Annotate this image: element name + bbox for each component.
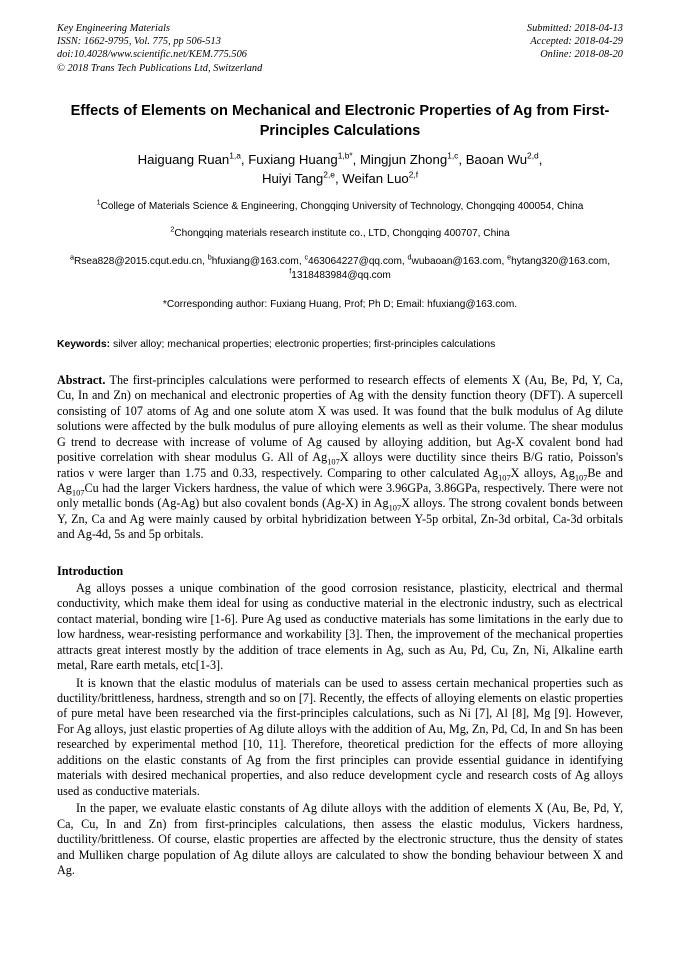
corresponding-author-note: *Corresponding author: Fuxiang Huang, Prof; Ph D; Email: hfuxiang@163.com. [162,298,518,310]
author-name: Fuxiang Huang [248,151,338,167]
journal-dates-block [527,22,623,62]
affiliation-1 [57,197,623,215]
introduction-paragraph-1: Ag alloys posses a unique combination of the good corrosion resistance, plasticity, electrical and thermal conductivity, which make them ideal for using as conductive material in the electronic industry, such as electrical contact material, bonding wire [1-6]. Pure Ag used as conductive materials has some limitations in the early due to low hardness, wear-resisting performance and workability [3]. Then, the improvement of the mechanical properties attracts great interest mostly by the addition of trace elements in Ag, such as Au, Pd, Cu, Zn, Ni, Alkaline earth metal, Rare earth metals, etc[1-3]. [57,580,623,673]
email-marker: f [289,266,292,276]
email-marker: b [207,252,212,262]
author-affiliation-marker: 2,d [527,150,539,161]
author-affiliation-marker: 1,c [447,150,459,161]
abstract-text-2: X alloys were ductility since theirs B/G ratio, Poisson's ratios ν were larger than 1.75 and 0.33, respectively. Comparing to other calculated Ag [57,450,623,480]
email-marker: e [507,252,512,262]
affiliation-2-marker: 2 [170,224,175,234]
email-address: 1318483984@qq.com [291,270,391,282]
email-marker: d [407,252,412,262]
email-marker: c [304,252,309,262]
email-address: wubaoan@163.com [411,255,502,267]
submitted-date: Submitted: 2018-04-13 [526,23,623,34]
journal-identity-block [57,22,262,75]
author-line-1: Haiguang Ruan$^{1,a}$, Fuxiang Huang$^{1,b*}$, Mingjun Zhong$^{1,c}$, Baoan Wu$^{2,d}$, [137,150,543,167]
affiliation-1-marker: 1 [96,197,101,207]
author-affiliation-marker: 2,f [408,169,419,180]
affiliation-2 [57,224,623,242]
author-emails: $^a$Rsea828@2015.cqut.edu.cn, $^b$hfuxiang@163.com, $^c$463064227@qq.com, $^d$wubaoan@163.com, $^e$hytang320@163.com, $^f$1318483984@qq.com [70,252,610,282]
author-affiliation-marker: 2,e [323,169,335,180]
introduction-paragraph-2: It is known that the elastic modulus of materials can be used to assess certain mechanical properties such as ductility/brittleness, hardness, strength and so on [7]. Recently, the effects of alloying elements on elastic properties of pure metal have been researched via the first-principles calculations, such as Ni [7], Al [8], Mg [9]. However, For Ag alloys, just elastic properties of Ag dilute alloys with the addition of Au, Mg, Zn, Pd, Cd, In and Sn has been researched by experimental method [10, 11]. Therefore, theoretical prediction for the effects of more alloying additions on the elastic constants of Ag from the first principles can provide essential guidance in identifying materials with desired mechanical properties, and also reduce development cycle and research costs of Ag alloys used as conductive materials. [57,675,623,798]
section-heading-introduction: Introduction [57,563,124,578]
email-address: hfuxiang@163.com [211,255,299,267]
author-name: Baoan Wu [465,151,528,167]
journal-issn-volume: ISSN: 1662-9795, Vol. 775, pp 506-513 [57,36,221,48]
email-address: hytang320@163.com [511,255,608,267]
abstract-subscript-1: 107 [327,457,340,467]
abstract-text-3: X alloys, Ag [510,465,575,480]
abstract-subscript-4: 107 [71,488,85,498]
author-name: Haiguang Ruan [137,151,230,167]
author-affiliation-marker: 1,a [229,150,241,161]
keywords-value: silver alloy; mechanical properties; electronic properties; first-principles calculations [110,338,496,350]
abstract-label: Abstract. [57,372,106,387]
introduction-paragraph-3: In the paper, we evaluate elastic constants of Ag dilute alloys with the addition of elements X (Au, Be, Pd, Y, Ca, Cu, In and Zn) from first-principles calculations, then assess the elastic modulus, Vickers hardness, ductility/brittleness. Of course, elastic properties are affected by the electronic structure, thus the density of states and Mulliken charge population of Ag dilute alloys are calculated to show the bonding behaviour between X and Ag. [57,801,623,877]
keywords-line [57,338,623,352]
page-title: Effects of Elements on Mechanical and Electronic Properties of Ag from First-Principles Calculations [70,102,610,139]
author-line-2: Huiyi Tang$^{2,e}$, Weifan Luo$^{2,f}$ [261,169,419,186]
accepted-date: Accepted: 2018-04-29 [530,36,623,48]
journal-header [57,22,623,75]
abstract-text-1: The first-principles calculations were performed to research effects of elements X (Au, Be, Pd, Y, Ca, Cu, In and Zn) on mechanical and electronic properties of Ag with the density function theory (DFT). A supercell consisting of 107 atoms of Ag and one solute atom X was used. It was found that the bulk modulus of Ag dilute solutions were affected by the bulk modulus of pure alloying elements as well as their volume. The shear modulus G trend to decrease with increase of volume of Ag caused by alloying addition, but Ag-X covalent bond had positive correlation with shear modulus G. All of Ag [57,372,623,465]
abstract-text-6: X alloys. The strong covalent bonds between Y, Zn, Ca and Ag were mainly caused by orbital hybridization between Y-5p orbital, Zn-3d orbital, Ca-3d orbitals and Ag-4d, 5s and 5p orbitals. [57,496,623,542]
affiliation-1-text: College of Materials Science & Engineering, Chongqing University of Technology, Chongqing 400054, China [100,200,584,212]
email-marker: a [70,252,74,262]
affiliation-2-text: Chongqing materials research institute co., LTD, Chongqing 400707, China [174,228,510,240]
author-affiliation-marker: 1,b* [337,150,353,161]
email-address: Rsea828@2015.cqut.edu.cn [74,255,203,267]
abstract-text-4: Be and Ag [57,465,624,495]
author-name: Weifan Luo [342,170,409,186]
journal-copyright: © 2018 Trans Tech Publications Ltd, Switzerland [57,62,263,74]
journal-title: Key Engineering Materials [57,23,171,34]
author-list [57,150,623,188]
author-name: Huiyi Tang [261,170,324,186]
abstract-subscript-5: 107 [388,503,402,513]
abstract-subscript-3: 107 [574,472,588,482]
author-name: Mingjun Zhong [359,151,448,167]
keywords-label: Keywords: [57,338,111,350]
online-date: Online: 2018-08-20 [540,49,623,61]
journal-doi: doi:10.4028/www.scientific.net/KEM.775.506 [57,49,247,61]
abstract-text-5: Cu had the larger Vickers hardness, the value of which were 3.96GPa, 3.86GPa, respectively. There were not only metallic bonds (Ag-Ag) but also covalent bonds (Ag-X) in Ag [57,480,623,511]
abstract-subscript-2: 107 [498,472,511,482]
abstract-paragraph [57,373,623,543]
email-address: 463064227@qq.com [308,255,402,267]
